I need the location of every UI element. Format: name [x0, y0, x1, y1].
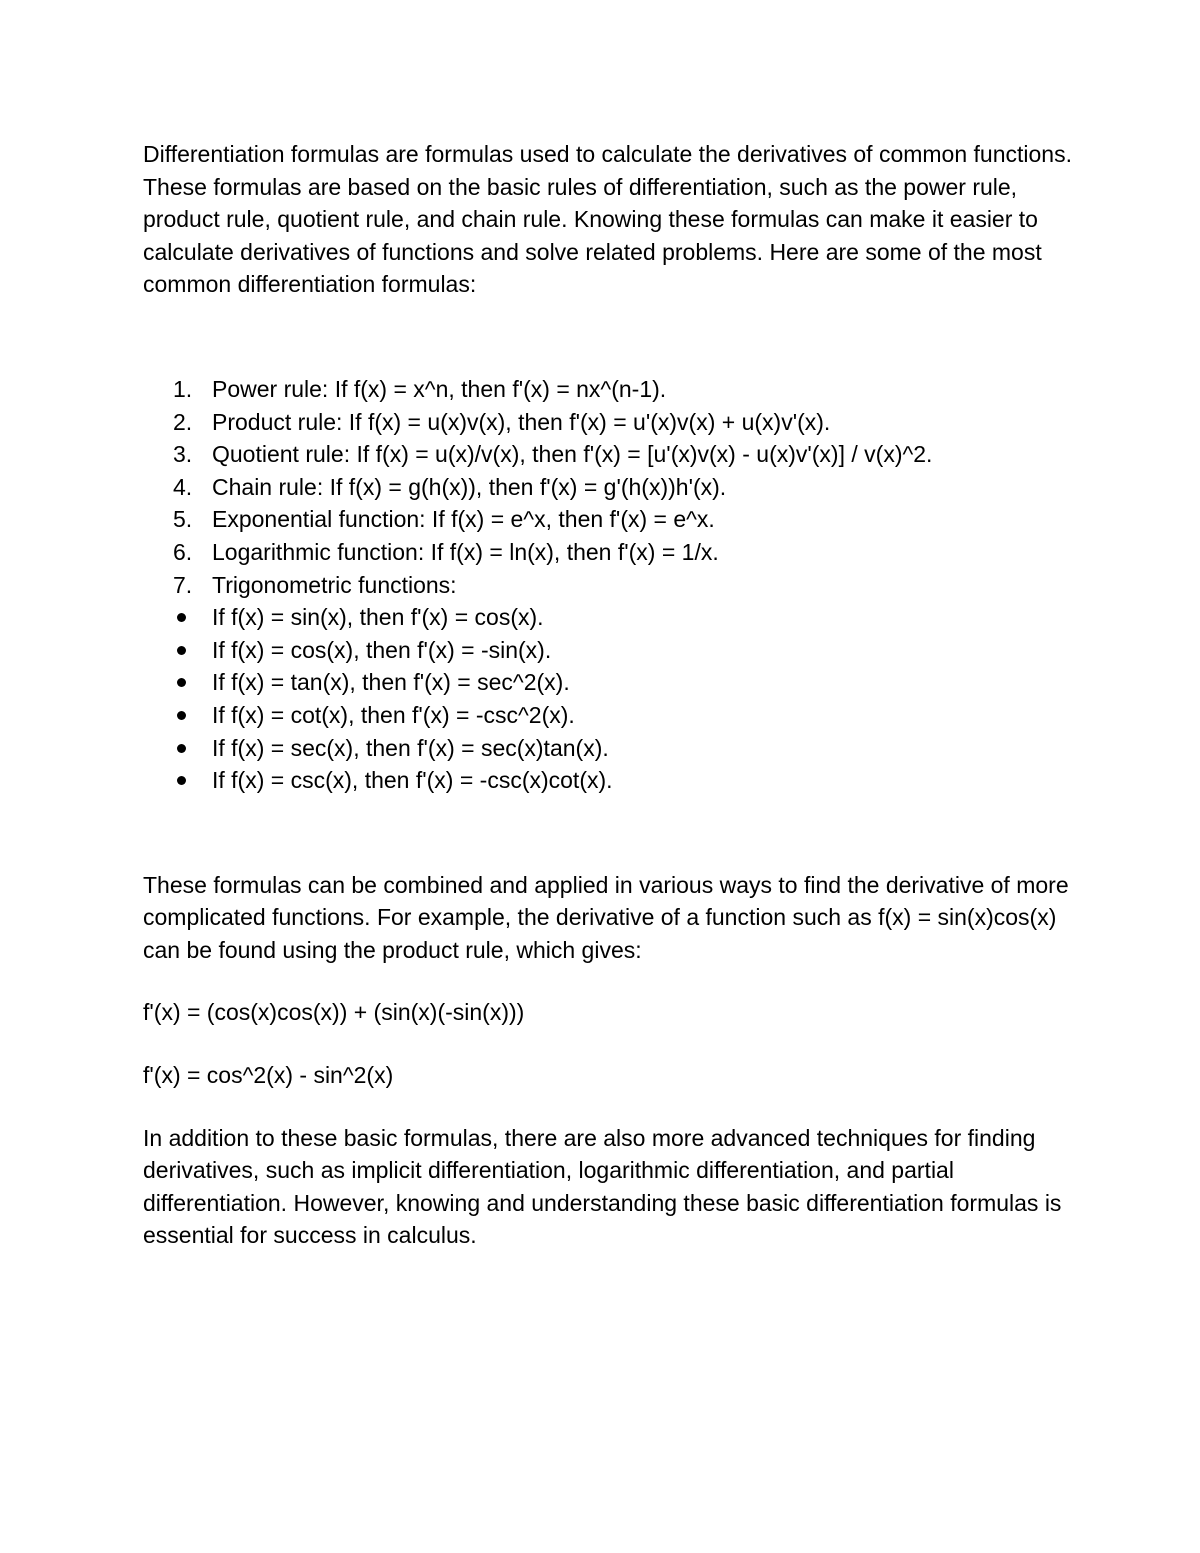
list-item-text: Power rule: If f(x) = x^n, then f'(x) = nx^(n-1).: [212, 375, 667, 402]
list-number: 4.: [173, 473, 193, 500]
list-item: [143, 438, 1073, 471]
list-item: [143, 503, 1073, 536]
list-item: [143, 406, 1073, 439]
bullet-dot-icon: [177, 646, 186, 655]
bullet-dot-icon: [177, 711, 186, 720]
bullet-dot-icon: [177, 776, 186, 785]
document-page: [143, 138, 1073, 1252]
bullet-item-text: If f(x) = sin(x), then f'(x) = cos(x).: [212, 604, 544, 631]
list-number: 7.: [173, 571, 193, 598]
list-item-text: Quotient rule: If f(x) = u(x)/v(x), then f'(x) = [u'(x)v(x) - u(x)v'(x)] / v(x)^2.: [212, 441, 933, 468]
bullet-item-text: If f(x) = tan(x), then f'(x) = sec^2(x).: [212, 669, 570, 696]
list-item-text: Trigonometric functions:: [212, 571, 457, 598]
list-item: [143, 569, 1073, 602]
list-item-text: Chain rule: If f(x) = g(h(x)), then f'(x) = g'(h(x))h'(x).: [212, 473, 727, 500]
example-paragraph: These formulas can be combined and applied in various ways to find the derivative of more complicated functions. For example, the derivative of a function such as f(x) = sin(x)cos(x) can be found using the product rule, which gives:: [143, 871, 1069, 963]
list-item: [143, 471, 1073, 504]
list-number: 6.: [173, 538, 193, 565]
list-item-text: Logarithmic function: If f(x) = ln(x), then f'(x) = 1/x.: [212, 538, 719, 565]
bullet-item: [143, 732, 1073, 765]
bullet-item-text: If f(x) = sec(x), then f'(x) = sec(x)tan(x).: [212, 734, 609, 761]
bullet-item-text: If f(x) = cot(x), then f'(x) = -csc^2(x).: [212, 701, 575, 728]
bullet-item-text: If f(x) = cos(x), then f'(x) = -sin(x).: [212, 636, 552, 663]
list-item: [143, 536, 1073, 569]
bullet-item: [143, 699, 1073, 732]
list-number: 1.: [173, 375, 193, 402]
list-number: 5.: [173, 506, 193, 533]
list-item-text: Exponential function: If f(x) = e^x, then f'(x) = e^x.: [212, 506, 715, 533]
intro-paragraph: Differentiation formulas are formulas used to calculate the derivatives of common functions. These formulas are based on the basic rules of differentiation, such as the power rule, product rule, quotient rule, and chain rule. Knowing these formulas can make it easier to calculate derivatives of functions and solve related problems. Here are some of the most common differentiation formulas:: [143, 141, 1072, 298]
bullet-item: [143, 764, 1073, 797]
closing-paragraph: In addition to these basic formulas, there are also more advanced techniques for finding derivatives, such as implicit differentiation, logarithmic differentiation, and partial differentiation. However, knowing and understanding these basic differentiation formulas is essential for success in calculus.: [143, 1124, 1062, 1249]
formula-line-2: f'(x) = cos^2(x) - sin^2(x): [143, 1062, 394, 1089]
list-item: [143, 373, 1073, 406]
bullet-list: [143, 601, 1073, 797]
bullet-dot-icon: [177, 744, 186, 753]
numbered-list: [143, 373, 1073, 601]
list-number: 3.: [173, 441, 193, 468]
bullet-item: [143, 666, 1073, 699]
bullet-item-text: If f(x) = csc(x), then f'(x) = -csc(x)cot(x).: [212, 767, 613, 794]
bullet-item: [143, 634, 1073, 667]
bullet-dot-icon: [177, 678, 186, 687]
list-number: 2.: [173, 408, 193, 435]
formula-line-1: f'(x) = (cos(x)cos(x)) + (sin(x)(-sin(x))): [143, 999, 525, 1026]
bullet-dot-icon: [177, 613, 186, 622]
list-item-text: Product rule: If f(x) = u(x)v(x), then f'(x) = u'(x)v(x) + u(x)v'(x).: [212, 408, 831, 435]
bullet-item: [143, 601, 1073, 634]
